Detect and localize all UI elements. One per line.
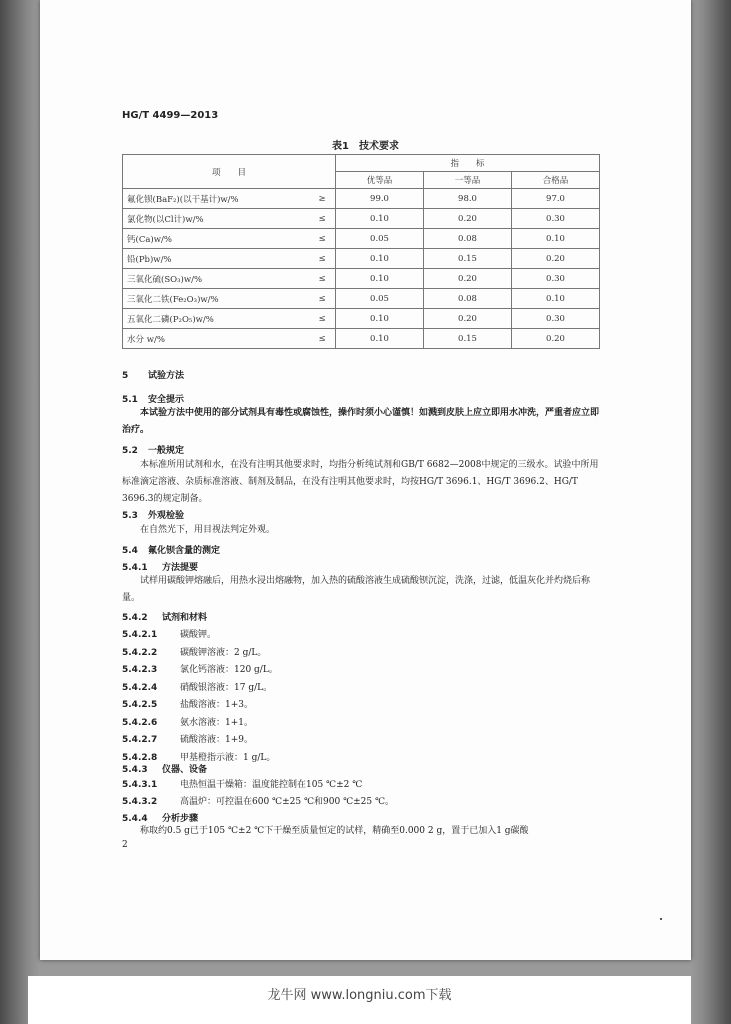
grade-value: 0.20 — [424, 309, 512, 329]
table-row — [123, 309, 600, 329]
item-name: 氟化钡(BaF₂)(以干基计)w/% — [123, 189, 310, 209]
grade-value: 97.0 — [512, 189, 600, 209]
grade-value: 0.10 — [336, 209, 424, 229]
list-item: 5.4.2.4 硝酸银溶液：17 g/L。 — [122, 682, 273, 693]
list-item: 5.4.2.3 氯化钙溶液：120 g/L。 — [122, 665, 278, 675]
item-name: 氯化物(以Cl计)w/% — [123, 209, 310, 229]
item-name: 水分 w/% — [123, 329, 310, 349]
grade-header: 优等品 — [336, 172, 424, 189]
list-item: 5.4.3.2 高温炉：可控温在600 ℃±25 ℃和900 ℃±25 ℃。 — [122, 797, 395, 807]
section-heading: 5.4 氟化钡含量的测定 — [122, 546, 221, 556]
grade-value: 0.10 — [336, 329, 424, 349]
paragraph: 试样用碳酸钾熔融后，用热水浸出熔融物，加入热的硫酸溶液生成硫酸钡沉淀，洗涤，过滤，低温灰化并灼烧后称量。 — [122, 576, 591, 603]
list-item: 5.4.2.5 盐酸溶液：1+3。 — [122, 700, 253, 710]
grade-value: 0.30 — [512, 309, 600, 329]
section-heading: 5.4.2 试剂和材料 — [122, 613, 208, 623]
table-row — [123, 269, 600, 289]
section-heading: 5.3 外观检验 — [122, 511, 185, 521]
comparison-symbol: ≤ — [309, 209, 336, 229]
comparison-symbol: ≤ — [309, 269, 336, 289]
list-item: 5.4.3.1 电热恒温干燥箱：温度能控制在105 ℃±2 ℃ — [122, 780, 363, 790]
document-code: HG/T 4499—2013 — [122, 110, 219, 121]
grade-value: 0.10 — [512, 289, 600, 309]
grade-value: 0.10 — [336, 309, 424, 329]
list-item: 5.4.2.6 氨水溶液：1+1。 — [122, 717, 253, 728]
paragraph: 称取约0.5 g已于105 ℃±2 ℃下干燥至质量恒定的试样，精确至0.000 2 g，置于已加入1 g碳酸 — [140, 826, 529, 836]
table-header-item: 项 目 — [123, 155, 336, 189]
table-row — [123, 289, 600, 309]
grade-value: 0.20 — [424, 209, 512, 229]
item-name: 五氧化二磷(P₂O₅)w/% — [123, 309, 310, 329]
section-heading: 5.1 安全提示 — [122, 395, 185, 405]
grade-value: 0.08 — [424, 289, 512, 309]
table-row — [123, 229, 600, 249]
comparison-symbol: ≤ — [309, 249, 336, 269]
list-item: 5.4.2.7 硫酸溶液：1+9。 — [122, 735, 253, 745]
item-name: 三氧化二铁(Fe₂O₃)w/% — [123, 289, 310, 309]
scan-mark — [660, 918, 662, 920]
grade-header: 合格品 — [512, 172, 600, 189]
grade-value: 0.08 — [424, 229, 512, 249]
list-item: 5.4.2.1 碳酸钾。 — [122, 630, 217, 640]
grade-value: 0.05 — [336, 289, 424, 309]
list-item: 5.4.2.8 甲基橙指示液：1 g/L。 — [122, 752, 276, 763]
paragraph: 本标准所用试剂和水，在没有注明其他要求时，均指分析纯试剂和GB/T 6682—2008中规定的三级水。试验中所用标准滴定溶液、杂质标准溶液、制剂及制品，在没有注明其他要求时，均按HG/T 3696.1、HG/T 3696.2、HG/T 3696.3的规定制备。 — [122, 460, 599, 504]
section-heading: 5 试验方法 — [122, 371, 185, 381]
document-page — [40, 0, 691, 960]
comparison-symbol: ≤ — [309, 309, 336, 329]
grade-value: 0.15 — [424, 329, 512, 349]
grade-value: 0.30 — [512, 269, 600, 289]
grade-value: 0.10 — [336, 269, 424, 289]
grade-value: 0.20 — [512, 329, 600, 349]
table-row — [123, 249, 600, 269]
technical-requirements-table — [122, 154, 600, 349]
grade-value: 0.05 — [336, 229, 424, 249]
section-heading: 5.4.3 仪器、设备 — [122, 765, 208, 775]
grade-value: 0.10 — [512, 229, 600, 249]
item-name: 三氧化硫(SO₃)w/% — [123, 269, 310, 289]
table-row — [123, 189, 600, 209]
comparison-symbol: ≥ — [309, 189, 336, 209]
section-heading: 5.2 一般规定 — [122, 446, 185, 456]
section-heading: 5.4.1 方法提要 — [122, 563, 199, 573]
comparison-symbol: ≤ — [309, 289, 336, 309]
comparison-symbol: ≤ — [309, 329, 336, 349]
table-row — [123, 329, 600, 349]
grade-value: 99.0 — [336, 189, 424, 209]
grade-value: 0.10 — [336, 249, 424, 269]
list-item: 5.4.2.2 碳酸钾溶液：2 g/L。 — [122, 647, 267, 658]
section-heading: 5.4.4 分析步骤 — [122, 814, 199, 824]
item-name: 钙(Ca)w/% — [123, 229, 310, 249]
grade-value: 98.0 — [424, 189, 512, 209]
table-header-index: 指 标 — [336, 155, 600, 172]
grade-header: 一等品 — [424, 172, 512, 189]
safety-note: 本试验方法中使用的部分试剂具有毒性或腐蚀性，操作时须小心谨慎！如溅到皮肤上应立即用水冲洗，严重者应立即治疗。 — [122, 408, 600, 435]
item-name: 铅(Pb)w/% — [123, 249, 310, 269]
comparison-symbol: ≤ — [309, 229, 336, 249]
table-row — [123, 209, 600, 229]
grade-value: 0.20 — [512, 249, 600, 269]
download-footer — [28, 976, 691, 1024]
grade-value: 0.30 — [512, 209, 600, 229]
grade-value: 0.20 — [424, 269, 512, 289]
paragraph: 在自然光下，用目视法判定外观。 — [140, 525, 276, 535]
page-number: 2 — [122, 840, 128, 850]
footer-text[interactable]: 龙牛网 www.longniu.com下载 — [267, 988, 452, 1003]
table-title: 表1 技术要求 — [332, 141, 399, 152]
grade-value: 0.15 — [424, 249, 512, 269]
